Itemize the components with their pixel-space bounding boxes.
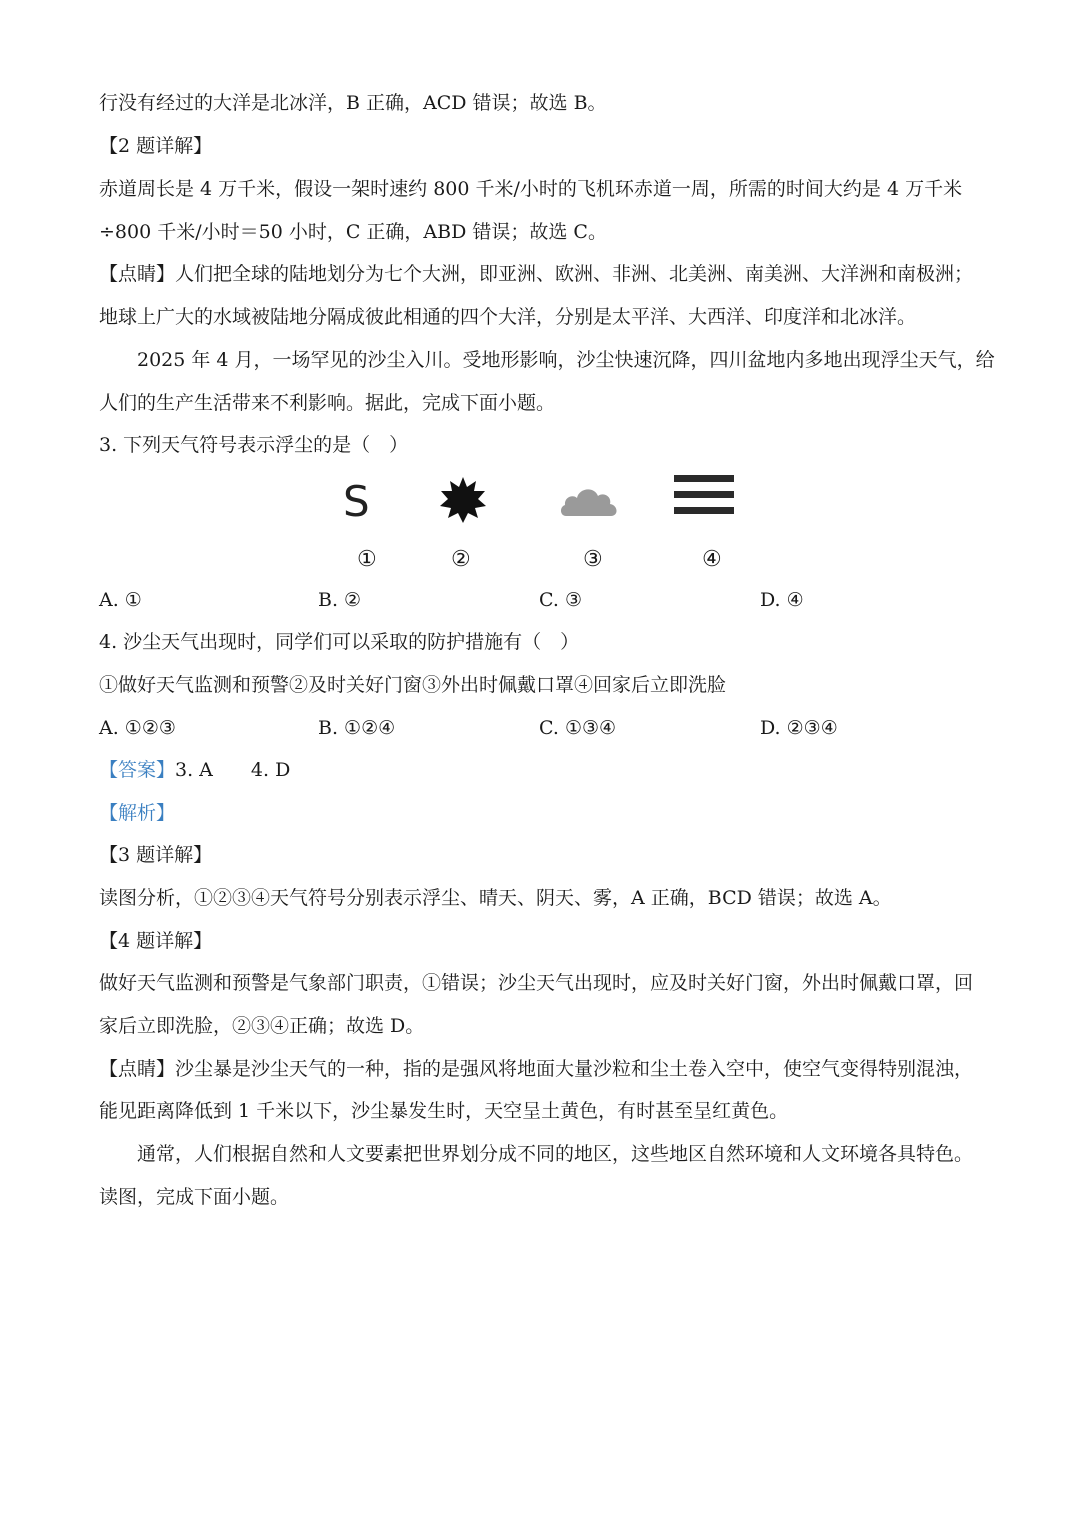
text-line: 能见距离降低到 1 千米以下，沙尘暴发生时，天空呈土黄色，有时甚至呈红黄色。 [99, 1100, 789, 1122]
sunny-symbol [438, 475, 488, 525]
q4-option-d: D. ②③④ [760, 717, 838, 739]
answer-text: 3. A 4. D [175, 759, 291, 781]
symbol-label: ④ [702, 547, 722, 572]
text-line: 家后立即洗脸，②③④正确；故选 D。 [99, 1015, 425, 1037]
text-line: ÷800 千米/小时＝50 小时，C 正确，ABD 错误；故选 C。 [99, 221, 607, 243]
section-heading: 【3 题详解】 [99, 844, 213, 866]
answer-label: 【答案】 [99, 759, 176, 781]
question-4-items: ①做好天气监测和预警②及时关好门窗③外出时佩戴口罩④回家后立即洗脸 [99, 674, 727, 696]
answer-line [99, 758, 290, 782]
dust-symbol: S [343, 477, 370, 526]
symbol-label: ③ [583, 547, 603, 572]
text-line: 人们的生产生活带来不利影响。据此，完成下面小题。 [99, 392, 556, 414]
q3-option-c: C. ③ [539, 589, 582, 611]
question-4: 4. 沙尘天气出现时，同学们可以采取的防护措施有（ ） [99, 631, 580, 653]
section-heading: 【4 题详解】 [99, 930, 213, 952]
q4-option-b: B. ①②④ [318, 717, 396, 739]
tip-line: 【点睛】沙尘暴是沙尘天气的一种，指的是强风将地面大量沙粒和尘土卷入空中，使空气变得特别混浊， [99, 1058, 974, 1080]
tip-line: 【点睛】人们把全球的陆地划分为七个大洲，即亚洲、欧洲、非洲、北美洲、南美洲、大洋洲和南极洲； [99, 263, 974, 285]
q4-option-a: A. ①②③ [99, 717, 176, 739]
text-line: 读图，完成下面小题。 [99, 1186, 290, 1208]
text-line: 地球上广大的水域被陆地分隔成彼此相通的四个大洋，分别是太平洋、大西洋、印度洋和北冰洋。 [99, 306, 917, 328]
passage-line: 通常，人们根据自然和人文要素把世界划分成不同的地区，这些地区自然环境和人文环境各具特色。 [137, 1143, 974, 1165]
q4-option-c: C. ①③④ [539, 717, 617, 739]
passage-line: 2025 年 4 月，一场罕见的沙尘入川。受地形影响，沙尘快速沉降，四川盆地内多地出现浮尘天气，给 [137, 349, 995, 371]
q3-option-d: D. ④ [760, 589, 804, 611]
q3-option-b: B. ② [318, 589, 362, 611]
overcast-symbol [558, 482, 620, 518]
question-3: 3. 下列天气符号表示浮尘的是（ ） [99, 434, 409, 456]
text-line: 做好天气监测和预警是气象部门职责，①错误；沙尘天气出现时，应及时关好门窗，外出时佩戴口罩，回 [99, 972, 974, 994]
text-line: 读图分析，①②③④天气符号分别表示浮尘、晴天、阴天、雾，A 正确，BCD 错误；故选 A。 [99, 887, 892, 909]
q3-option-a: A. ① [99, 589, 142, 611]
symbol-label: ① [357, 547, 377, 572]
fog-symbol [672, 473, 736, 517]
analysis-label: 【解析】 [99, 802, 176, 824]
symbol-label: ② [451, 547, 471, 572]
section-heading: 【2 题详解】 [99, 135, 213, 157]
text-line: 赤道周长是 4 万千米，假设一架时速约 800 千米/小时的飞机环赤道一周，所需的时间大约是 4 万千米 [99, 178, 963, 200]
text-line: 行没有经过的大洋是北冰洋，B 正确，ACD 错误；故选 B。 [99, 92, 607, 114]
